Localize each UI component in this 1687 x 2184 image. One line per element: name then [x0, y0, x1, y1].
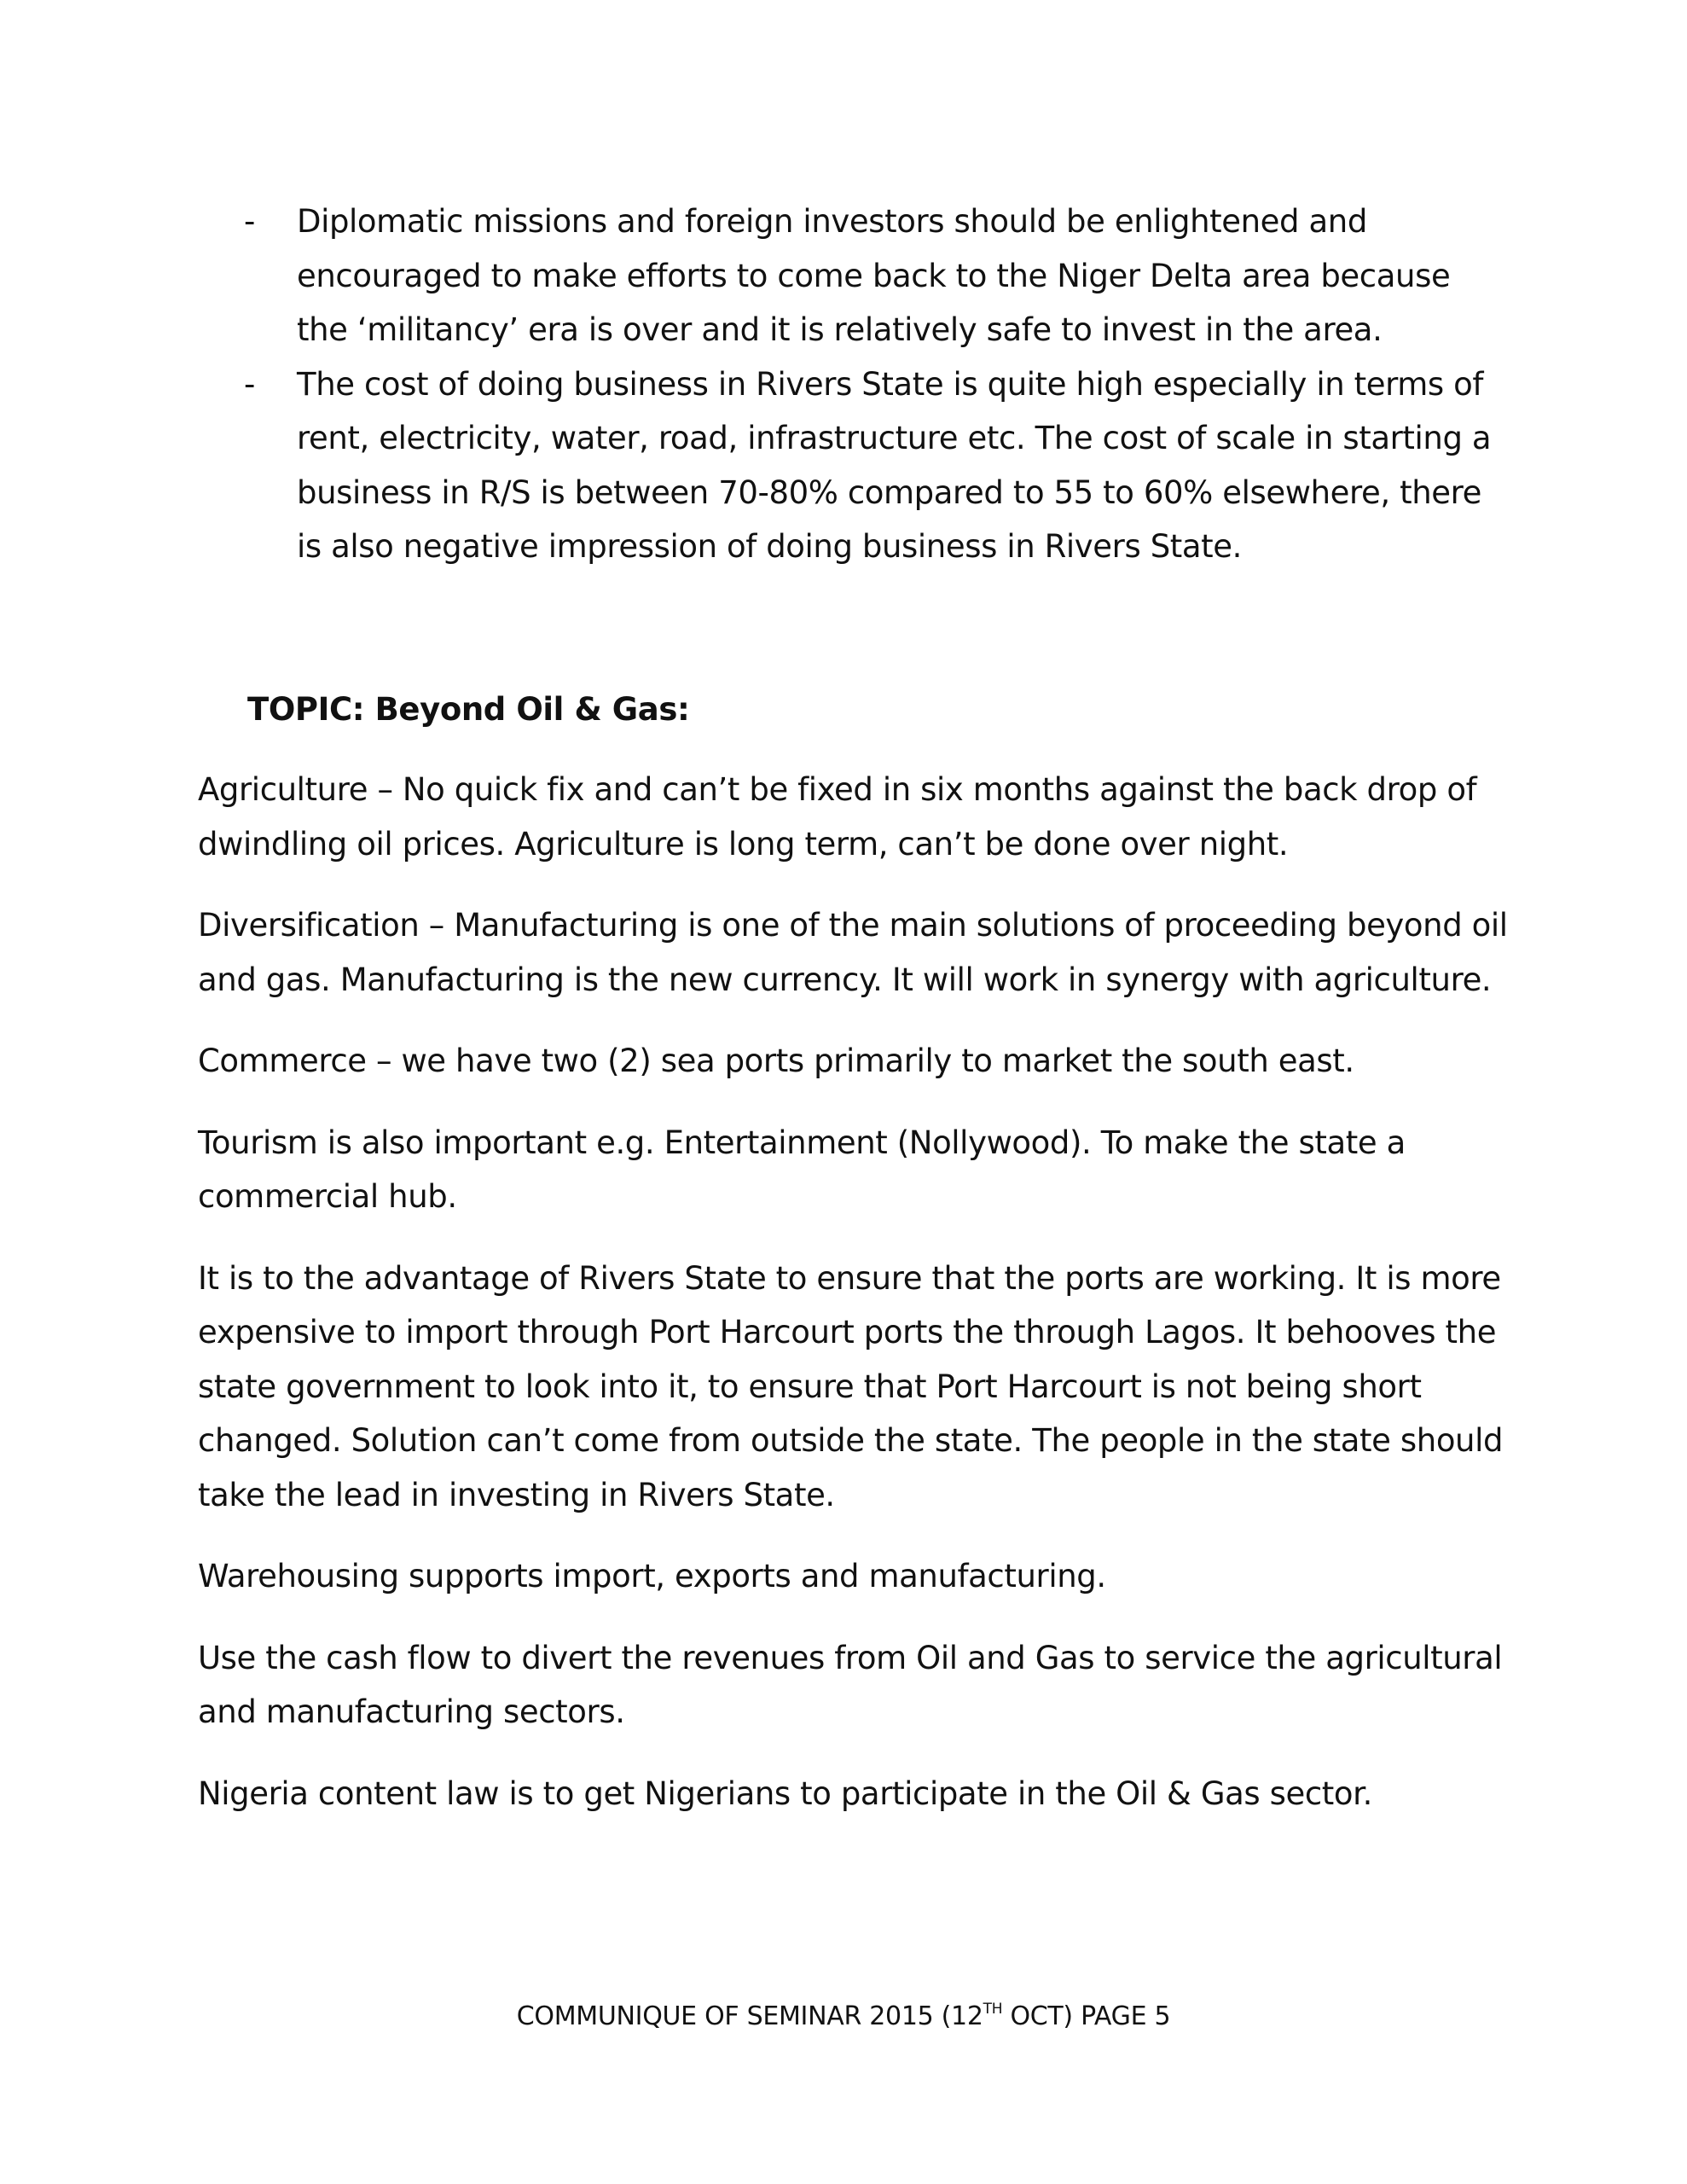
- bullet-dash: -: [244, 203, 255, 240]
- body-text: [198, 763, 1511, 1848]
- paragraph-agriculture: Agriculture – No quick fix and can’t be fixed in six months against the back drop of dwindling oil prices. Agriculture is long term, can’t be done over night.: [198, 771, 1477, 863]
- paragraph-diversification: Diversification – Manufacturing is one of the main solutions of proceeding beyond oil and gas. Manufacturing is the new currency. It will work in synergy with agriculture.: [198, 907, 1508, 998]
- paragraph-ports: It is to the advantage of Rivers State to ensure that the ports are working. It is more expensive to import through Port Harcourt ports the through Lagos. It behooves the state government to look into it, to ensure that Port Harcourt is not being short changed. Solution can’t come from outside the state. The people in the state should take the lead in investing in Rivers State.: [198, 1259, 1504, 1513]
- footer-prefix: COMMUNIQUE OF SEMINAR 2015 (12: [516, 2001, 983, 2031]
- topic-heading: TOPIC: Beyond Oil & Gas:: [247, 691, 690, 728]
- paragraph-cash-flow: Use the cash flow to divert the revenues from Oil and Gas to service the agricultural and manufacturing sectors.: [198, 1639, 1503, 1730]
- bullet-text: The cost of doing business in Rivers State is quite high especially in terms of rent, electricity, water, road, infrastructure etc. The cost of scale in starting a business in R/S is between 70-80% compared to 55 to 60% elsewhere, there is also negative impression of doing business in Rivers State.: [297, 365, 1492, 565]
- paragraph-commerce: Commerce – we have two (2) sea ports primarily to market the south east.: [198, 1043, 1354, 1079]
- page-footer: [0, 2000, 1687, 2034]
- footer-superscript: TH: [983, 2001, 1003, 2018]
- bullet-item: [244, 195, 1506, 357]
- paragraph-content-law: Nigeria content law is to get Nigerians to participate in the Oil & Gas sector.: [198, 1774, 1372, 1812]
- bullet-list: [244, 195, 1506, 574]
- bullet-text: Diplomatic missions and foreign investors should be enlightened and encouraged to make efforts to come back to the Niger Delta area because the ‘militancy’ era is over and it is relatively safe to invest in the area.: [297, 203, 1451, 348]
- paragraph-warehousing: Warehousing supports import, exports and manufacturing.: [198, 1558, 1106, 1594]
- bullet-item: [244, 357, 1506, 574]
- bullet-dash: -: [244, 365, 255, 403]
- paragraph-tourism: Tourism is also important e.g. Entertainment (Nollywood). To make the state a commercial hub.: [198, 1124, 1406, 1215]
- footer-suffix: OCT) PAGE 5: [1002, 2001, 1171, 2031]
